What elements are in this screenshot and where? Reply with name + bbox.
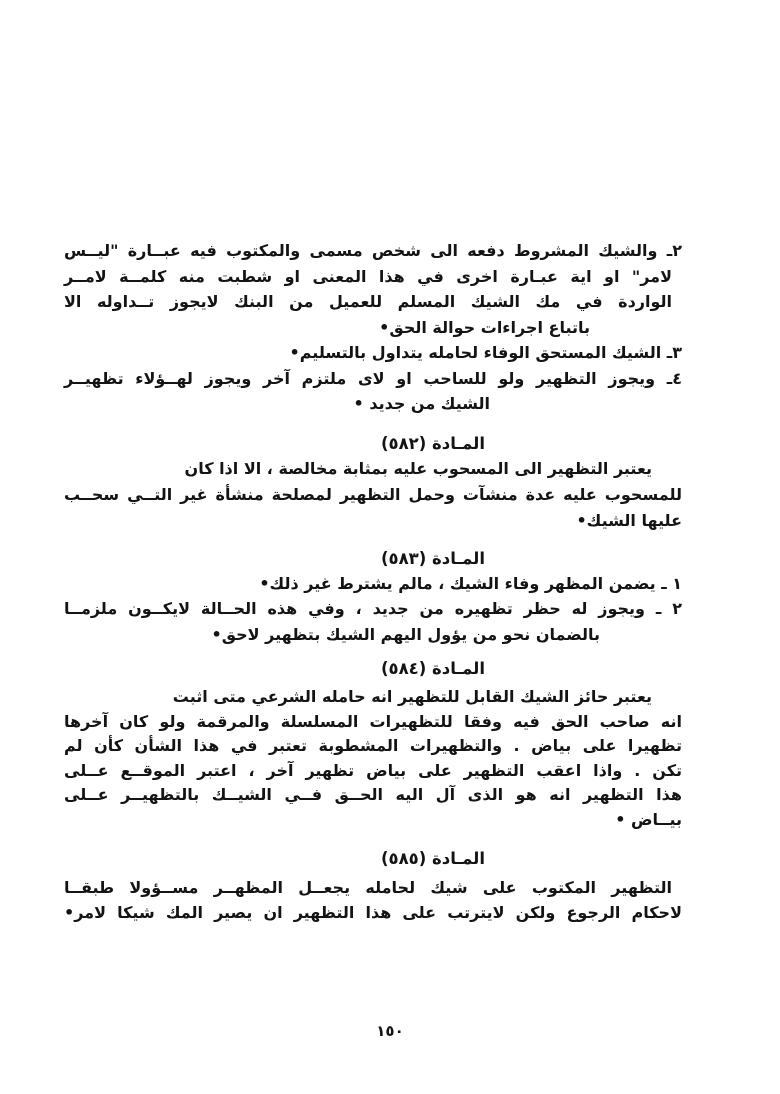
item-line: لامر" او اية عبـارة اخرى في هذا المعنى او شطبت منه كلمــة لامــر (64, 266, 672, 286)
numbered-item-3 (64, 340, 682, 366)
article-582 (64, 431, 682, 534)
article-line: لاحكام الرجوع ولكن لايترتب على هذا التظهير ان يصير المك شيكا لامر• (64, 903, 682, 923)
page-number: ١٥٠ (376, 1022, 404, 1040)
article-body (64, 456, 682, 534)
item-line: ٢ـ والشيك المشروط دفعه الى شخص مسمى والمكتوب فيه عبــارة "ليــس (64, 241, 682, 260)
article-585 (64, 846, 682, 926)
article-line: ١ ـ يضمن المظهر وفاء الشيك ، مالم يشترط غير ذلك• (259, 573, 682, 593)
article-line: ٢ ـ ويجوز له حظر تظهيره من جديد ، وفي هذه الحــالة لايكــون ملزمــا (64, 599, 682, 618)
article-583 (64, 546, 682, 648)
article-line: هذا التظهير انه هو الذى آل اليه الحــق فــي الشيــك بالتظهيــر عــلى (64, 785, 682, 805)
article-line: بيــاض • (615, 809, 682, 829)
numbered-item-2 (64, 238, 682, 340)
item-line: ٤ـ ويجوز التظهير ولو للساحب او لاى ملتزم آخر ويجوز لهــؤلاء تظهيــر (64, 368, 682, 388)
article-line: انه صاحب الحق فيه وفقا للتظهيرات المسلسلة والمرقمة ولو كان آخرها (64, 711, 682, 731)
article-heading: المـادة (٥٨٢) (380, 433, 485, 453)
article-line: تظهيرا على بياض . والتظهيرات المشطوبة تعتبر في هذا الشأن كأن لم (64, 736, 682, 756)
numbered-item-4 (64, 366, 682, 417)
item-line: الشيك من جديد • (353, 394, 490, 413)
article-line: بالضمان نحو من يؤول اليهم الشيك بتظهير لاحق• (211, 624, 600, 644)
article-line: للمسحوب عليه عدة منشآت وحمل التظهير لمصلحة منشأة غير التــي سحــب (64, 484, 682, 504)
article-line: التظهير المكتوب على شيك لحامله يجعــل المظهــر مســؤولا طبقــا (64, 877, 672, 897)
item-line: الواردة في مك الشيك المسلم للعميل من البنك لايجوز تــداوله الا (64, 292, 672, 311)
article-line: يعتبر التظهير الى المسحوب عليه بمثابة مخالصة ، الا اذا كان (184, 458, 652, 478)
article-body (64, 571, 682, 648)
item-line: باتباع اجراءات حوالة الحق• (379, 317, 590, 337)
article-heading: المـادة (٥٨٤) (380, 659, 485, 678)
article-line: يعتبر حائز الشيك القابل للتظهير انه حامله الشرعي متى اثبت (172, 687, 652, 706)
text-column (64, 238, 682, 926)
article-line: تكن . واذا اعقب التظهير على بياض تظهير آخر ، اعتبر الموقــع عــلى (64, 760, 682, 780)
article-body (64, 875, 682, 926)
item-line: ٣ـ الشيك المستحق الوفاء لحامله يتداول بالتسليم• (289, 343, 682, 362)
article-584 (64, 656, 682, 833)
article-heading: المـادة (٥٨٣) (380, 548, 485, 568)
article-heading: المـادة (٥٨٥) (380, 848, 485, 868)
article-body (64, 685, 682, 833)
article-line: عليها الشيك• (576, 510, 682, 530)
